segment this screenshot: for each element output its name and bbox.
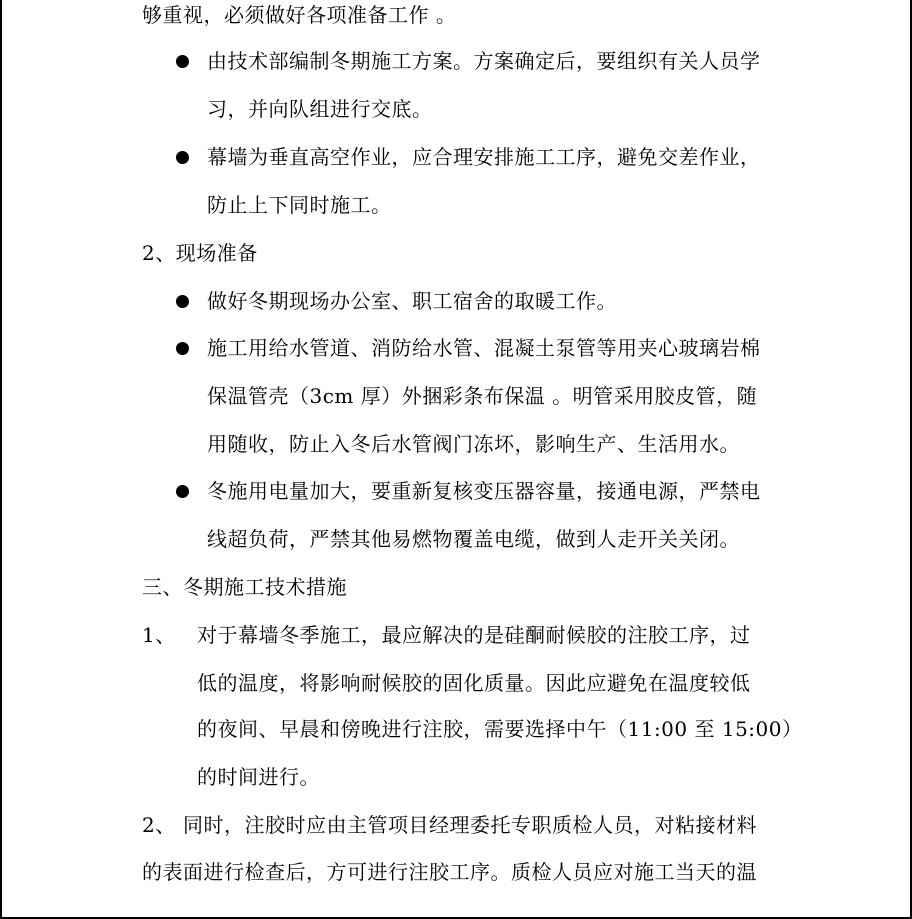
- paragraph-line: 的夜间、早晨和傍晚进行注胶，需要选择中午（11:00 至 15:00）: [197, 717, 803, 741]
- paragraph-line: 对于幕墙冬季施工，最应解决的是硅酮耐候胶的注胶工序，过: [197, 623, 751, 647]
- bullet-text-line: 防止上下同时施工。: [207, 193, 392, 217]
- bullet-text-line: 用随收，防止入冬后水管阀门冻坏，影响生产、生活用水。: [207, 432, 740, 456]
- bullet-text-line: 习，并向队组进行交底。: [207, 97, 433, 121]
- intro-continuation-line: 够重视，必须做好各项准备工作 。: [142, 3, 457, 27]
- paragraph-line: 的表面进行检查后，方可进行注胶工序。质检人员应对施工当天的温: [142, 860, 757, 884]
- site-preparation-heading: 2、现场准备: [142, 241, 258, 265]
- paragraph-line: 的时间进行。: [197, 765, 320, 789]
- bullet-icon: [176, 342, 189, 355]
- paragraph-line: 同时，注胶时应由主管项目经理委托专职质检人员，对粘接材料: [183, 813, 757, 837]
- bullet-text-line: 由技术部编制冬期施工方案。方案确定后，要组织有关人员学: [207, 49, 761, 73]
- bullet-text-line: 保温管壳（3cm 厚）外捆彩条布保温 。明管采用胶皮管，随: [207, 384, 758, 408]
- bullet-icon: [176, 485, 189, 498]
- bullet-icon: [176, 295, 189, 308]
- bullet-text-line: 冬施用电量加大，要重新复核变压器容量，接通电源，严禁电: [207, 479, 761, 503]
- bullet-text-line: 做好冬期现场办公室、职工宿舍的取暖工作。: [207, 289, 617, 313]
- item-number: 2、: [142, 813, 176, 837]
- bullet-text-line: 线超负荷，严禁其他易燃物覆盖电缆，做到人走开关关闭。: [207, 527, 740, 551]
- bullet-text-line: 幕墙为垂直高空作业，应合理安排施工工序，避免交差作业，: [207, 145, 761, 169]
- bullet-text-line: 施工用给水管道、消防给水管、混凝土泵管等用夹心玻璃岩棉: [207, 336, 761, 360]
- bullet-icon: [176, 151, 189, 164]
- bullet-icon: [176, 55, 189, 68]
- section-three-heading: 三、冬期施工技术措施: [142, 575, 347, 599]
- item-number: 1、: [142, 623, 176, 647]
- paragraph-line: 低的温度，将影响耐候胶的固化质量。因此应避免在温度较低: [197, 671, 751, 695]
